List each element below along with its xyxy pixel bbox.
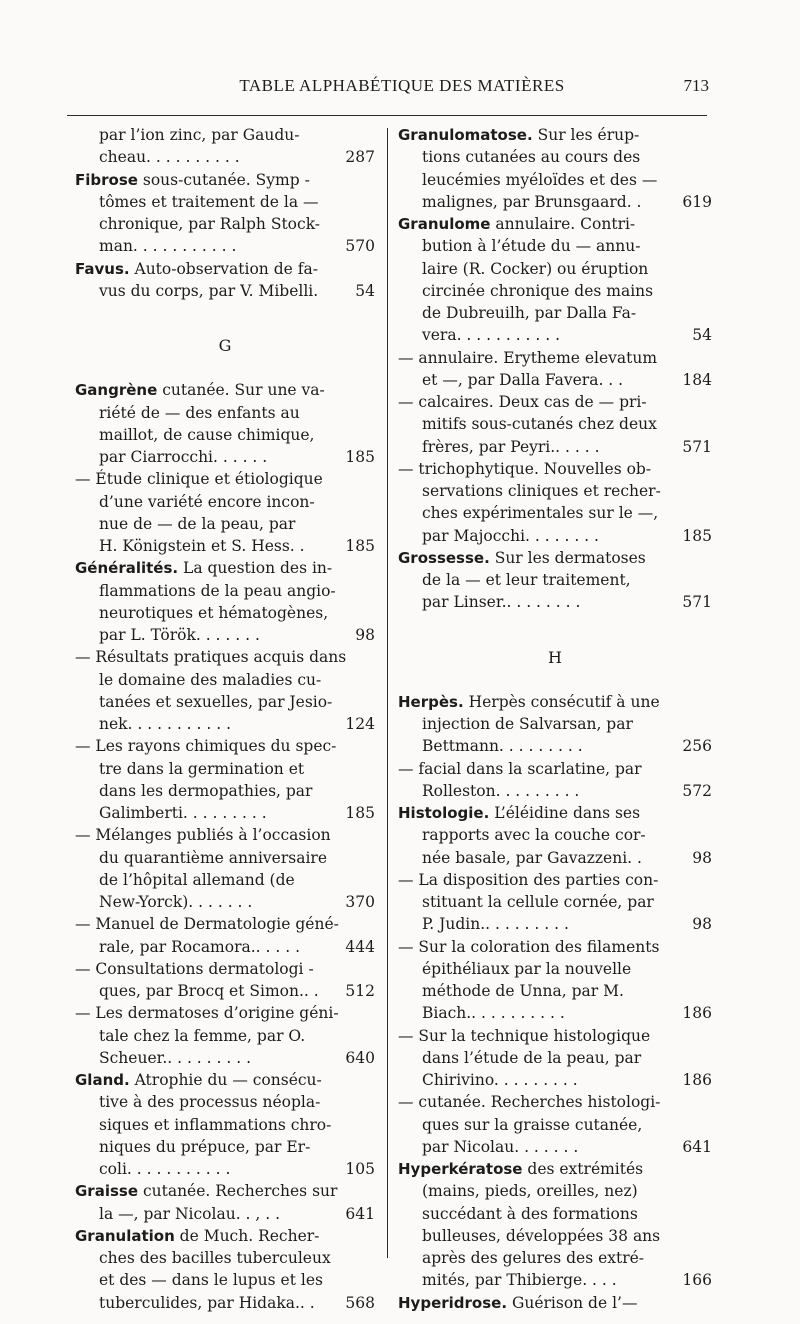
entry-line xyxy=(398,124,712,146)
entry-text: Atrophie du — consécu- xyxy=(129,1071,322,1089)
entry-text: cutanée. Sur une va- xyxy=(157,381,325,400)
index-entry-grossesse xyxy=(398,547,712,614)
page-reference: 619 xyxy=(682,192,712,211)
entry-line: dans les dermopathies, par xyxy=(99,781,313,800)
entry-text: coli. . . . . . . . . . . xyxy=(99,1160,231,1178)
entry-line: tanées et sexuelles, par Jesio- xyxy=(99,692,333,711)
page-reference: 256 xyxy=(682,737,712,756)
entry-text: vus du corps, par V. Mibelli. xyxy=(99,281,319,300)
page-reference: 287 xyxy=(345,148,375,167)
page-number: 713 xyxy=(683,76,709,95)
page-reference: 185 xyxy=(345,448,375,466)
entry-line: tômes et traitement de la — xyxy=(99,192,319,211)
page-reference: 185 xyxy=(682,526,712,545)
page-reference: 98 xyxy=(692,848,712,867)
entry-term: Granulation xyxy=(75,1226,175,1245)
entry-term: Graisse xyxy=(75,1182,139,1201)
entry-text: par Majocchi. . . . . . . . xyxy=(422,526,599,545)
entry-text: frères, par Peyri.. . . . . xyxy=(422,437,600,456)
section-gap xyxy=(75,302,375,335)
entry-line: de l’hôpital allemand (de xyxy=(99,870,295,889)
entry-line: et des — dans le lupus et les xyxy=(99,1271,323,1290)
section-gap xyxy=(75,357,375,379)
page-reference: 98 xyxy=(355,626,375,644)
index-entry-zinc xyxy=(75,124,375,169)
entry-line: laire (R. Cocker) ou éruption xyxy=(422,259,649,278)
entry-text: annulaire. Contri- xyxy=(490,215,636,233)
page-reference: 98 xyxy=(692,915,712,934)
entry-line xyxy=(75,379,375,401)
entry-line: nue de — de la peau, par xyxy=(99,514,296,533)
entry-line: — Sur la coloration des filaments xyxy=(398,937,660,956)
entry-line: — calcaires. Deux cas de — pri- xyxy=(398,393,647,411)
entry-line: — cutanée. Recherches histologi- xyxy=(398,1093,661,1112)
entry-text: Galimberti. . . . . . . . . xyxy=(99,804,267,822)
page-reference: 186 xyxy=(682,1071,712,1089)
index-entry-granulome xyxy=(398,213,712,547)
entry-line: tale chez la femme, par O. xyxy=(99,1026,306,1045)
index-entry-gangrene xyxy=(75,379,375,557)
right-column xyxy=(398,124,712,1314)
entry-text: Herpès consécutif à une xyxy=(463,692,660,711)
entry-text: Chirivino. . . . . . . . . xyxy=(422,1071,578,1089)
page-reference: 185 xyxy=(345,537,375,555)
entry-text: L’éléidine dans ses xyxy=(489,804,641,822)
entry-line: — trichophytique. Nouvelles ob- xyxy=(398,459,652,478)
entry-text: ques, par Brocq et Simon.. . xyxy=(99,982,319,1000)
entry-line: siques et inflammations chro- xyxy=(99,1115,332,1134)
entry-line: tions cutanées au cours des xyxy=(422,148,641,167)
entry-line xyxy=(398,436,712,458)
entry-line xyxy=(75,802,375,824)
entry-line: ques sur la graisse cutanée, xyxy=(422,1115,643,1134)
page-reference: 512 xyxy=(345,982,375,1000)
entry-line: de Dubreuilh, par Dalla Fa- xyxy=(422,304,637,322)
entry-term: Granulomatose. xyxy=(398,126,533,144)
entry-line xyxy=(75,446,375,468)
entry-text: Guérison de l’— xyxy=(507,1293,638,1312)
entry-text: P. Judin.. . . . . . . . . xyxy=(422,915,569,934)
entry-text: par Ciarrocchi. . . . . . xyxy=(99,448,268,466)
entry-text: Auto-observation de fa- xyxy=(129,259,318,278)
entry-text: rale, par Rocamora.. . . . . xyxy=(99,937,301,956)
entry-line: après des gelures des extré- xyxy=(422,1249,645,1267)
entry-line: bulleuses, développées 38 ans xyxy=(422,1226,661,1245)
entry-line xyxy=(75,1225,375,1247)
entry-line: bution à l’étude du — annu- xyxy=(422,237,641,256)
entry-text: malignes, par Brunsgaard. . xyxy=(422,192,642,211)
entry-line: riété de — des enfants au xyxy=(99,403,300,422)
index-entry-hyperidrose xyxy=(398,1292,712,1314)
entry-line: du quarantième anniversaire xyxy=(99,848,328,867)
entry-line: mitifs sous-cutanés chez deux xyxy=(422,415,657,434)
page-reference: 571 xyxy=(682,437,712,456)
entry-line: — Manuel de Dermatologie géné- xyxy=(75,915,339,934)
entry-line xyxy=(398,847,712,869)
entry-line: — Consultations dermatologi - xyxy=(75,959,314,978)
entry-line xyxy=(398,369,712,391)
entry-line: tive à des processus néopla- xyxy=(99,1093,321,1112)
index-entry-hyperkeratose xyxy=(398,1158,712,1292)
page-reference: 444 xyxy=(345,937,375,956)
entry-line xyxy=(75,713,375,735)
entry-line xyxy=(398,191,712,213)
entry-line: injection de Salvarsan, par xyxy=(422,715,633,733)
section-gap xyxy=(398,669,712,691)
entry-text: cutanée. Recherches sur xyxy=(138,1182,338,1201)
entry-term: Gland. xyxy=(75,1071,130,1089)
entry-line: — annulaire. Erytheme elevatum xyxy=(398,348,658,367)
entry-line: d’une variété encore incon- xyxy=(99,492,315,511)
index-entry-graisse xyxy=(75,1180,375,1225)
index-entry-granulomatose xyxy=(398,124,712,213)
entry-line: — Les rayons chimiques du spec- xyxy=(75,737,337,756)
page-reference: 570 xyxy=(345,237,375,256)
entry-line: stituant la cellule cornée, par xyxy=(422,893,654,911)
entry-text: des extrémités xyxy=(522,1160,644,1178)
page-reference: 640 xyxy=(345,1048,375,1067)
entry-line: le domaine des maladies cu- xyxy=(99,670,322,689)
entry-term: Gangrène xyxy=(75,381,158,400)
entry-line: tre dans la germination et xyxy=(99,759,305,778)
entry-line xyxy=(398,591,712,613)
entry-text: mités, par Thibierge. . . . xyxy=(422,1271,617,1290)
entry-term: Granulome xyxy=(398,215,491,233)
entry-line xyxy=(75,1180,375,1202)
entry-text: New-Yorck). . . . . . . xyxy=(99,893,253,911)
index-entry-herpes xyxy=(398,691,712,802)
entry-line xyxy=(398,525,712,547)
entry-line xyxy=(75,280,375,302)
entry-line xyxy=(398,691,712,713)
entry-line: épithéliaux par la nouvelle xyxy=(422,959,632,978)
page-reference: 186 xyxy=(682,1004,712,1023)
entry-line xyxy=(398,802,712,824)
entry-line: rapports avec la couche cor- xyxy=(422,826,646,845)
entry-line: (mains, pieds, oreilles, nez) xyxy=(422,1182,638,1201)
page-reference: 124 xyxy=(345,715,375,733)
entry-term: Fibrose xyxy=(75,170,138,189)
entry-text: La question des in- xyxy=(178,559,333,578)
entry-line: — Les dermatoses d’origine géni- xyxy=(75,1004,339,1023)
entry-term: Histologie. xyxy=(398,804,490,822)
entry-text: et —, par Dalla Favera. . . xyxy=(422,370,624,389)
index-entry-generalites xyxy=(75,557,375,1069)
index-entry-granulation xyxy=(75,1225,375,1314)
entry-line xyxy=(75,535,375,557)
entry-line xyxy=(75,1292,375,1314)
page-reference: 54 xyxy=(692,326,712,345)
page-reference: 166 xyxy=(682,1271,712,1290)
entry-line xyxy=(75,557,375,579)
index-entry-gland xyxy=(75,1069,375,1180)
entry-text: Rolleston. . . . . . . . . xyxy=(422,781,580,800)
entry-term: Favus. xyxy=(75,259,130,278)
entry-text: nek. . . . . . . . . . . xyxy=(99,715,232,733)
entry-line: — Étude clinique et étiologique xyxy=(75,470,323,489)
entry-line xyxy=(398,1069,712,1091)
entry-line xyxy=(75,146,375,168)
entry-line xyxy=(398,1136,712,1158)
entry-line xyxy=(398,324,712,346)
page-reference: 641 xyxy=(682,1137,712,1156)
index-entry-histologie xyxy=(398,802,712,1158)
entry-text: sous-cutanée. Symp - xyxy=(137,170,310,189)
entry-line: ches expérimentales sur le —, xyxy=(422,504,659,523)
entry-line xyxy=(398,1002,712,1024)
entry-text: par Linser.. . . . . . . . xyxy=(422,593,581,612)
entry-line: ches des bacilles tuberculeux xyxy=(99,1249,331,1267)
entry-line xyxy=(75,624,375,646)
entry-line: — Résultats pratiques acquis dans xyxy=(75,648,347,667)
entry-line: neurotiques et hématogènes, xyxy=(99,603,329,622)
entry-line: dans l’étude de la peau, par xyxy=(422,1048,642,1067)
entry-line: leucémies myéloïdes et des — xyxy=(422,170,658,189)
entry-term: Herpès. xyxy=(398,692,464,711)
entry-text: née basale, par Gavazzeni. . xyxy=(422,848,642,867)
page-reference: 184 xyxy=(682,370,712,389)
header-rule xyxy=(67,115,707,116)
entry-text: de Much. Recher- xyxy=(174,1226,320,1245)
entry-text: tuberculides, par Hidaka.. . xyxy=(99,1293,315,1312)
entry-line xyxy=(75,1158,375,1180)
entry-term: Grossesse. xyxy=(398,548,490,567)
entry-line: — Sur la technique histologique xyxy=(398,1026,651,1045)
page-reference: 568 xyxy=(345,1293,375,1312)
entry-line: circinée chronique des mains xyxy=(422,281,654,300)
entry-line: — La disposition des parties con- xyxy=(398,870,659,889)
entry-line xyxy=(75,1203,375,1225)
entry-line xyxy=(398,780,712,802)
entry-line: succédant à des formations xyxy=(422,1204,638,1223)
section-heading-h: H xyxy=(548,647,562,667)
entry-text: par Nicolau. . . . . . . xyxy=(422,1137,579,1156)
entry-line: — facial dans la scarlatine, par xyxy=(398,759,642,778)
left-column xyxy=(75,124,375,1314)
entry-text: Scheuer.. . . . . . . . . xyxy=(99,1048,252,1067)
entry-line: méthode de Unna, par M. xyxy=(422,982,624,1000)
entry-line xyxy=(398,735,712,757)
entry-line xyxy=(75,1069,375,1091)
entry-line xyxy=(398,547,712,569)
entry-line xyxy=(75,980,375,1002)
column-divider xyxy=(387,128,388,1258)
page-reference: 105 xyxy=(345,1160,375,1178)
page-reference: 571 xyxy=(682,593,712,612)
running-title: TABLE ALPHABÉTIQUE DES MATIÈRES xyxy=(239,76,565,95)
entry-line: niques du prépuce, par Er- xyxy=(99,1137,311,1156)
entry-text: par L. Török. . . . . . . xyxy=(99,626,260,644)
entry-line xyxy=(75,936,375,958)
page-reference: 185 xyxy=(345,804,375,822)
page-reference: 370 xyxy=(345,893,375,911)
entry-line xyxy=(75,169,375,191)
page-reference: 54 xyxy=(355,281,375,300)
entry-text: man. . . . . . . . . . . xyxy=(99,237,237,256)
entry-text: la —, par Nicolau. . , . . xyxy=(99,1204,281,1223)
entry-text: Biach.. . . . . . . . . . xyxy=(422,1004,565,1023)
page-header xyxy=(95,76,709,106)
entry-line: — Mélanges publiés à l’occasion xyxy=(75,826,331,845)
section-heading-g: G xyxy=(218,336,232,355)
entry-line xyxy=(398,1158,712,1180)
section-gap xyxy=(398,614,712,647)
index-entry-favus xyxy=(75,258,375,303)
entry-text: H. Königstein et S. Hess. . xyxy=(99,537,305,555)
entry-line: maillot, de cause chimique, xyxy=(99,425,315,444)
entry-line xyxy=(398,213,712,235)
entry-line xyxy=(398,913,712,935)
entry-line: servations cliniques et recher- xyxy=(422,482,661,500)
entry-term: Hyperidrose. xyxy=(398,1293,508,1312)
entry-term: Hyperkératose xyxy=(398,1160,523,1178)
entry-text: vera. . . . . . . . . . . xyxy=(422,326,561,345)
entry-line: flammations de la peau angio- xyxy=(99,581,336,600)
entry-text: Bettmann. . . . . . . . . xyxy=(422,737,583,756)
entry-text: Sur les dermatoses xyxy=(489,548,646,567)
entry-line: par l’ion zinc, par Gaudu- xyxy=(99,126,300,144)
entry-line xyxy=(75,1047,375,1069)
page-reference: 572 xyxy=(682,781,712,800)
page-reference: 641 xyxy=(345,1204,375,1223)
entry-text: Sur les érup- xyxy=(532,126,640,144)
entry-line xyxy=(75,258,375,280)
entry-text: cheau. . . . . . . . . . xyxy=(99,148,240,167)
entry-line xyxy=(398,1292,712,1314)
index-entry-fibrose xyxy=(75,169,375,258)
entry-line xyxy=(75,891,375,913)
entry-line: chronique, par Ralph Stock- xyxy=(99,215,321,233)
entry-line: de la — et leur traitement, xyxy=(422,571,631,589)
entry-term: Généralités. xyxy=(75,559,179,578)
entry-line xyxy=(75,235,375,257)
entry-line xyxy=(398,1269,712,1291)
